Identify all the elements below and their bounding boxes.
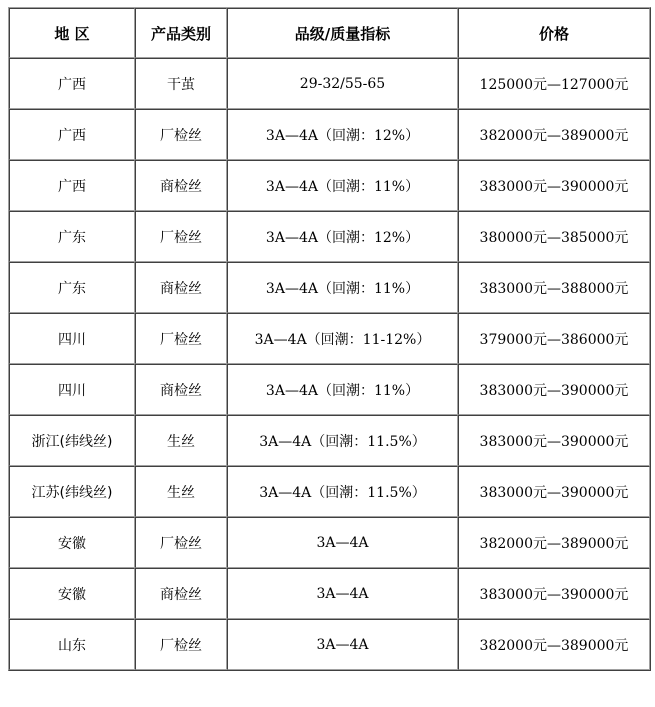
cell-region: 广西 — [9, 160, 135, 211]
cell-region: 广西 — [9, 109, 135, 160]
header-region: 地 区 — [9, 8, 135, 58]
table-row — [9, 619, 650, 670]
cell-grade: 3A—4A（回潮：11%） — [227, 262, 458, 313]
cell-region: 山东 — [9, 619, 135, 670]
table-row — [9, 517, 650, 568]
silk-price-table — [8, 7, 651, 671]
cell-price: 383000元—390000元 — [458, 466, 650, 517]
cell-region: 浙江(纬线丝) — [9, 415, 135, 466]
cell-category: 厂检丝 — [135, 619, 227, 670]
cell-grade: 29-32/55-65 — [227, 58, 458, 109]
cell-grade: 3A—4A（回潮：11.5%） — [227, 466, 458, 517]
cell-grade: 3A—4A — [227, 517, 458, 568]
cell-category: 商检丝 — [135, 568, 227, 619]
cell-price: 382000元—389000元 — [458, 619, 650, 670]
cell-grade: 3A—4A（回潮：12%） — [227, 109, 458, 160]
cell-category: 商检丝 — [135, 262, 227, 313]
cell-grade: 3A—4A — [227, 568, 458, 619]
cell-region: 江苏(纬线丝) — [9, 466, 135, 517]
table-row — [9, 109, 650, 160]
cell-price: 379000元—386000元 — [458, 313, 650, 364]
table-row — [9, 160, 650, 211]
cell-category: 厂检丝 — [135, 313, 227, 364]
cell-price: 383000元—390000元 — [458, 160, 650, 211]
table-row — [9, 313, 650, 364]
table-row — [9, 415, 650, 466]
cell-region: 广东 — [9, 211, 135, 262]
cell-region: 广西 — [9, 58, 135, 109]
cell-grade: 3A—4A（回潮：12%） — [227, 211, 458, 262]
cell-price: 125000元—127000元 — [458, 58, 650, 109]
cell-category: 生丝 — [135, 415, 227, 466]
cell-category: 干茧 — [135, 58, 227, 109]
cell-grade: 3A—4A（回潮：11-12%） — [227, 313, 458, 364]
cell-price: 383000元—390000元 — [458, 568, 650, 619]
cell-category: 商检丝 — [135, 364, 227, 415]
cell-price: 380000元—385000元 — [458, 211, 650, 262]
table-row — [9, 568, 650, 619]
table-row — [9, 262, 650, 313]
cell-category: 厂检丝 — [135, 211, 227, 262]
cell-region: 安徽 — [9, 517, 135, 568]
cell-price: 382000元—389000元 — [458, 517, 650, 568]
cell-region: 四川 — [9, 313, 135, 364]
cell-grade: 3A—4A（回潮：11.5%） — [227, 415, 458, 466]
cell-price: 383000元—390000元 — [458, 364, 650, 415]
cell-grade: 3A—4A（回潮：11%） — [227, 160, 458, 211]
cell-category: 厂检丝 — [135, 517, 227, 568]
cell-category: 生丝 — [135, 466, 227, 517]
cell-price: 382000元—389000元 — [458, 109, 650, 160]
header-row — [9, 8, 650, 58]
header-category: 产品类别 — [135, 8, 227, 58]
table-row — [9, 466, 650, 517]
cell-region: 广东 — [9, 262, 135, 313]
cell-price: 383000元—390000元 — [458, 415, 650, 466]
table-row — [9, 58, 650, 109]
cell-region: 安徽 — [9, 568, 135, 619]
cell-grade: 3A—4A — [227, 619, 458, 670]
cell-grade: 3A—4A（回潮：11%） — [227, 364, 458, 415]
cell-category: 厂检丝 — [135, 109, 227, 160]
cell-price: 383000元—388000元 — [458, 262, 650, 313]
table-row — [9, 211, 650, 262]
header-grade: 品级/质量指标 — [227, 8, 458, 58]
cell-region: 四川 — [9, 364, 135, 415]
cell-category: 商检丝 — [135, 160, 227, 211]
header-price: 价格 — [458, 8, 650, 58]
table-row — [9, 364, 650, 415]
